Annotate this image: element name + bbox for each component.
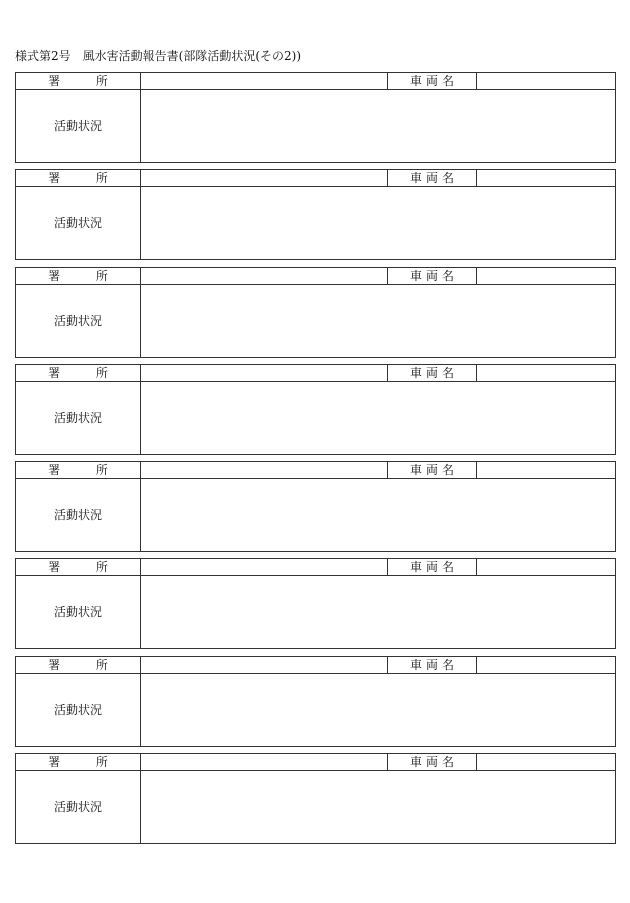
vehicle-field[interactable] bbox=[477, 170, 616, 187]
station-label: 署 所 bbox=[16, 267, 141, 284]
station-field[interactable] bbox=[141, 73, 388, 90]
station-label: 署 所 bbox=[16, 754, 141, 771]
activity-block bbox=[15, 72, 616, 163]
station-label: 署 所 bbox=[16, 656, 141, 673]
activity-block bbox=[15, 461, 616, 552]
activity-block bbox=[15, 753, 616, 844]
vehicle-label: 車両名 bbox=[388, 364, 477, 381]
station-field[interactable] bbox=[141, 656, 388, 673]
activity-label: 活動状況 bbox=[16, 90, 141, 163]
station-label: 署 所 bbox=[16, 364, 141, 381]
station-label: 署 所 bbox=[16, 559, 141, 576]
vehicle-field[interactable] bbox=[477, 559, 616, 576]
activity-label: 活動状況 bbox=[16, 576, 141, 649]
vehicle-field[interactable] bbox=[477, 462, 616, 479]
form-title: 様式第2号 風水害活動報告書(部隊活動状況(その2)) bbox=[15, 49, 301, 63]
activity-label: 活動状況 bbox=[16, 673, 141, 746]
vehicle-label: 車両名 bbox=[388, 559, 477, 576]
activity-block bbox=[15, 558, 616, 649]
activity-field[interactable] bbox=[141, 90, 616, 163]
activity-field[interactable] bbox=[141, 576, 616, 649]
activity-field[interactable] bbox=[141, 187, 616, 260]
vehicle-field[interactable] bbox=[477, 267, 616, 284]
vehicle-label: 車両名 bbox=[388, 267, 477, 284]
vehicle-label: 車両名 bbox=[388, 170, 477, 187]
activity-block bbox=[15, 364, 616, 455]
station-label: 署 所 bbox=[16, 170, 141, 187]
vehicle-field[interactable] bbox=[477, 754, 616, 771]
activity-block bbox=[15, 169, 616, 260]
station-label: 署 所 bbox=[16, 73, 141, 90]
activity-field[interactable] bbox=[141, 479, 616, 552]
station-field[interactable] bbox=[141, 364, 388, 381]
activity-field[interactable] bbox=[141, 771, 616, 844]
activity-field[interactable] bbox=[141, 673, 616, 746]
station-field[interactable] bbox=[141, 559, 388, 576]
vehicle-label: 車両名 bbox=[388, 754, 477, 771]
activity-field[interactable] bbox=[141, 381, 616, 454]
activity-label: 活動状況 bbox=[16, 381, 141, 454]
report-blocks bbox=[15, 72, 615, 850]
activity-block bbox=[15, 656, 616, 747]
station-field[interactable] bbox=[141, 754, 388, 771]
activity-field[interactable] bbox=[141, 284, 616, 357]
station-field[interactable] bbox=[141, 170, 388, 187]
station-field[interactable] bbox=[141, 267, 388, 284]
vehicle-label: 車両名 bbox=[388, 73, 477, 90]
activity-label: 活動状況 bbox=[16, 479, 141, 552]
activity-label: 活動状況 bbox=[16, 771, 141, 844]
vehicle-label: 車両名 bbox=[388, 656, 477, 673]
activity-label: 活動状況 bbox=[16, 284, 141, 357]
vehicle-field[interactable] bbox=[477, 656, 616, 673]
activity-block bbox=[15, 267, 616, 358]
station-field[interactable] bbox=[141, 462, 388, 479]
activity-label: 活動状況 bbox=[16, 187, 141, 260]
station-label: 署 所 bbox=[16, 462, 141, 479]
vehicle-label: 車両名 bbox=[388, 462, 477, 479]
vehicle-field[interactable] bbox=[477, 73, 616, 90]
vehicle-field[interactable] bbox=[477, 364, 616, 381]
